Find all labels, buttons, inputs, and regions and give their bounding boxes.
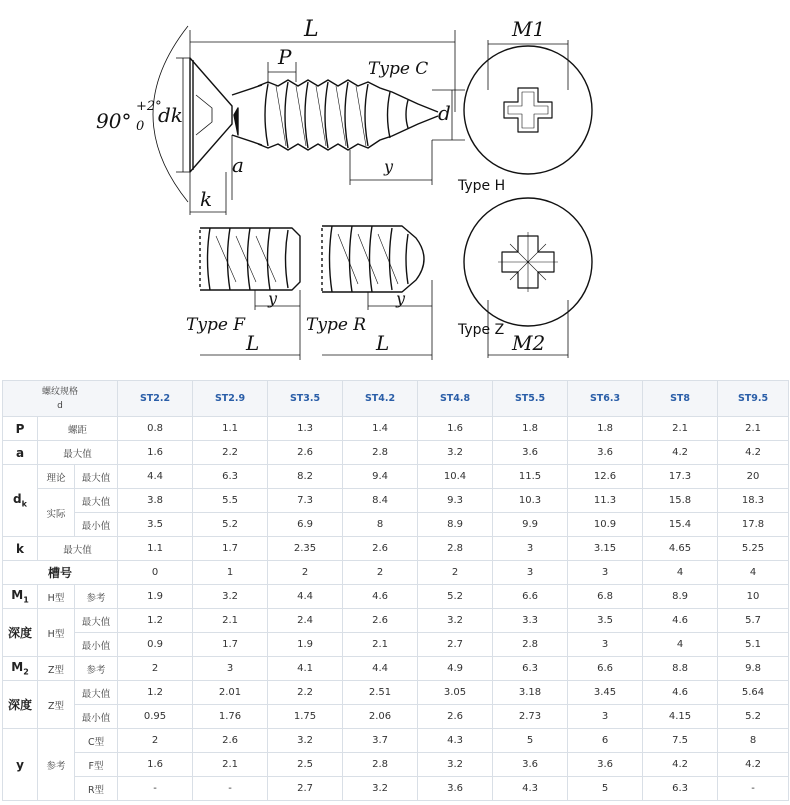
value-cell: 3.5 [568, 609, 643, 633]
label-type-z: Type Z [458, 322, 505, 338]
value-cell: 7.3 [268, 489, 343, 513]
label-cell: F型 [75, 753, 118, 777]
value-cell: 1.3 [268, 417, 343, 441]
value-cell: 8.2 [268, 465, 343, 489]
label-L3: L [376, 331, 390, 355]
param-cell: $d_k$ [3, 465, 38, 537]
label-a: a [232, 153, 244, 177]
table-row [3, 753, 789, 777]
value-cell: 4 [643, 633, 718, 657]
value-cell: 4.2 [718, 753, 789, 777]
value-cell: 5.64 [718, 681, 789, 705]
size-header: ST2.2 [118, 381, 193, 417]
label-P: P [278, 45, 292, 69]
value-cell: 10.3 [493, 489, 568, 513]
value-cell: 3.2 [193, 585, 268, 609]
value-cell: 4.9 [418, 657, 493, 681]
header-title: 螺纹规格 [42, 386, 79, 397]
value-cell: 3.6 [493, 441, 568, 465]
value-cell: 4.4 [343, 657, 418, 681]
value-cell: 3.18 [493, 681, 568, 705]
label-angle-plus: +2° [136, 99, 162, 114]
value-cell: 2 [118, 657, 193, 681]
value-cell: 10.4 [418, 465, 493, 489]
value-cell: 4.6 [643, 681, 718, 705]
label-angle-zero: 0 [136, 119, 145, 134]
param-cell: 槽号 [3, 561, 118, 585]
value-cell: 3.2 [343, 777, 418, 801]
value-cell: 6 [568, 729, 643, 753]
value-cell: 6.6 [493, 585, 568, 609]
label-y1: y [384, 157, 394, 176]
value-cell: 3.5 [118, 513, 193, 537]
table-row [3, 609, 789, 633]
value-cell: - [718, 777, 789, 801]
value-cell: 17.8 [718, 513, 789, 537]
value-cell: 1.8 [493, 417, 568, 441]
value-cell: 3.6 [568, 441, 643, 465]
sub-cell: H型 [38, 609, 75, 657]
table-row [3, 681, 789, 705]
value-cell: 2.35 [268, 537, 343, 561]
value-cell: 4.2 [643, 441, 718, 465]
value-cell: 2.8 [418, 537, 493, 561]
label-cell: 最大值 [75, 465, 118, 489]
value-cell: 3.2 [418, 609, 493, 633]
value-cell: 2.1 [643, 417, 718, 441]
label-cell: 最大值 [75, 609, 118, 633]
value-cell: 3 [193, 657, 268, 681]
value-cell: 1.76 [193, 705, 268, 729]
size-header: ST3.5 [268, 381, 343, 417]
value-cell: 9.9 [493, 513, 568, 537]
value-cell: 5.25 [718, 537, 789, 561]
value-cell: 4.2 [643, 753, 718, 777]
value-cell: 4.4 [118, 465, 193, 489]
value-cell: 2.6 [268, 441, 343, 465]
table-row [3, 513, 789, 537]
param-cell: $M_2$ [3, 657, 38, 681]
header-thread-spec-cell [3, 381, 118, 417]
table-row [3, 465, 789, 489]
value-cell: 2.5 [268, 753, 343, 777]
param-cell: a [3, 441, 38, 465]
value-cell: 8.9 [643, 585, 718, 609]
value-cell: 3 [493, 537, 568, 561]
label-cell: 最大值 [75, 489, 118, 513]
label-type-h: Type H [458, 178, 506, 194]
label-type-r: Type R [306, 315, 367, 335]
value-cell: 3.3 [493, 609, 568, 633]
value-cell: 6.9 [268, 513, 343, 537]
value-cell: 2.06 [343, 705, 418, 729]
value-cell: 2.1 [193, 753, 268, 777]
value-cell: 5.2 [718, 705, 789, 729]
size-header: ST4.8 [418, 381, 493, 417]
value-cell: 2 [343, 561, 418, 585]
value-cell: 3 [568, 633, 643, 657]
value-cell: 6.3 [493, 657, 568, 681]
value-cell: 15.8 [643, 489, 718, 513]
value-cell: 8.9 [418, 513, 493, 537]
size-header: ST4.2 [343, 381, 418, 417]
label-L: L [304, 17, 319, 42]
value-cell: 4.3 [418, 729, 493, 753]
value-cell: 20 [718, 465, 789, 489]
value-cell: 2.7 [418, 633, 493, 657]
value-cell: 1.9 [118, 585, 193, 609]
label-y2: y [268, 289, 278, 308]
value-cell: 2.6 [418, 705, 493, 729]
value-cell: 3.15 [568, 537, 643, 561]
label-cell: 最大值 [38, 441, 118, 465]
value-cell: 8.4 [343, 489, 418, 513]
value-cell: 3.8 [118, 489, 193, 513]
label-m1: M1 [512, 17, 546, 41]
sub-cell: 实际 [38, 489, 75, 537]
value-cell: 5.2 [418, 585, 493, 609]
label-cell: 最小值 [75, 705, 118, 729]
type-h-head-view [464, 40, 592, 174]
value-cell: 9.8 [718, 657, 789, 681]
table-row [3, 729, 789, 753]
label-type-c: Type C [368, 59, 429, 79]
value-cell: - [193, 777, 268, 801]
value-cell: 3.6 [493, 753, 568, 777]
value-cell: 8 [718, 729, 789, 753]
param-cell: y [3, 729, 38, 801]
value-cell: 1.7 [193, 633, 268, 657]
value-cell: 5.2 [193, 513, 268, 537]
size-header: ST9.5 [718, 381, 789, 417]
value-cell: 10 [718, 585, 789, 609]
value-cell: 3 [568, 705, 643, 729]
value-cell: 1.6 [118, 441, 193, 465]
value-cell: 2.2 [193, 441, 268, 465]
table-row [3, 441, 789, 465]
screw-technical-drawing [0, 0, 790, 380]
param-cell: P [3, 417, 38, 441]
value-cell: 9.3 [418, 489, 493, 513]
label-cell: R型 [75, 777, 118, 801]
value-cell: 3.6 [568, 753, 643, 777]
value-cell: 1.2 [118, 681, 193, 705]
label-m2: M2 [512, 331, 546, 355]
sub-cell: 参考 [38, 729, 75, 801]
value-cell: - [118, 777, 193, 801]
value-cell: 2 [118, 729, 193, 753]
label-cell: 最大值 [38, 537, 118, 561]
label-L2: L [246, 331, 260, 355]
value-cell: 4.2 [718, 441, 789, 465]
value-cell: 4 [643, 561, 718, 585]
value-cell: 5 [568, 777, 643, 801]
table-row [3, 657, 789, 681]
sub-cell: Z型 [38, 657, 75, 681]
value-cell: 2.8 [343, 753, 418, 777]
value-cell: 2.1 [193, 609, 268, 633]
value-cell: 4.15 [643, 705, 718, 729]
value-cell: 2 [268, 561, 343, 585]
value-cell: 5.7 [718, 609, 789, 633]
value-cell: 4.65 [643, 537, 718, 561]
value-cell: 5 [493, 729, 568, 753]
value-cell: 7.5 [643, 729, 718, 753]
value-cell: 2.7 [268, 777, 343, 801]
value-cell: 3.2 [268, 729, 343, 753]
label-d: d [438, 101, 451, 125]
size-header: ST5.5 [493, 381, 568, 417]
sub-cell: 理论 [38, 465, 75, 489]
label-type-f: Type F [186, 315, 246, 335]
value-cell: 1.1 [118, 537, 193, 561]
size-header: ST8 [643, 381, 718, 417]
value-cell: 1.2 [118, 609, 193, 633]
value-cell: 1.9 [268, 633, 343, 657]
value-cell: 11.5 [493, 465, 568, 489]
value-cell: 8.8 [643, 657, 718, 681]
value-cell: 9.4 [343, 465, 418, 489]
table-header-row [3, 381, 789, 417]
value-cell: 1.8 [568, 417, 643, 441]
label-k: k [200, 187, 213, 211]
param-cell: $M_1$ [3, 585, 38, 609]
value-cell: 0.8 [118, 417, 193, 441]
value-cell: 4.6 [343, 585, 418, 609]
value-cell: 2.01 [193, 681, 268, 705]
value-cell: 3.7 [343, 729, 418, 753]
value-cell: 2.8 [343, 441, 418, 465]
value-cell: 2.6 [193, 729, 268, 753]
value-cell: 2.73 [493, 705, 568, 729]
value-cell: 2.1 [718, 417, 789, 441]
value-cell: 3.2 [418, 753, 493, 777]
value-cell: 2 [418, 561, 493, 585]
value-cell: 0 [118, 561, 193, 585]
label-cell: C型 [75, 729, 118, 753]
value-cell: 1.4 [343, 417, 418, 441]
value-cell: 4 [718, 561, 789, 585]
param-cell: k [3, 537, 38, 561]
value-cell: 3 [493, 561, 568, 585]
value-cell: 2.6 [343, 537, 418, 561]
sub-cell: H型 [38, 585, 75, 609]
screw-head-outline [190, 58, 232, 172]
value-cell: 4.3 [493, 777, 568, 801]
value-cell: 1.7 [193, 537, 268, 561]
value-cell: 17.3 [643, 465, 718, 489]
value-cell: 0.9 [118, 633, 193, 657]
size-header: ST2.9 [193, 381, 268, 417]
label-cell: 螺距 [38, 417, 118, 441]
table-row [3, 537, 789, 561]
value-cell: 8 [343, 513, 418, 537]
value-cell: 2.4 [268, 609, 343, 633]
label-angle: 90° [96, 109, 132, 133]
value-cell: 6.8 [568, 585, 643, 609]
value-cell: 6.6 [568, 657, 643, 681]
value-cell: 6.3 [193, 465, 268, 489]
value-cell: 1 [193, 561, 268, 585]
value-cell: 18.3 [718, 489, 789, 513]
screw-c-thread [232, 80, 438, 150]
header-symbol: d [57, 400, 63, 411]
label-cell: 参考 [75, 657, 118, 681]
value-cell: 0.95 [118, 705, 193, 729]
table-row [3, 417, 789, 441]
table-row [3, 561, 789, 585]
value-cell: 12.6 [568, 465, 643, 489]
value-cell: 10.9 [568, 513, 643, 537]
value-cell: 4.4 [268, 585, 343, 609]
value-cell: 1.1 [193, 417, 268, 441]
param-cell: 深度 [3, 609, 38, 657]
value-cell: 4.6 [643, 609, 718, 633]
table-row [3, 777, 789, 801]
sub-cell: Z型 [38, 681, 75, 729]
value-cell: 5.1 [718, 633, 789, 657]
label-y3: y [396, 289, 406, 308]
value-cell: 1.75 [268, 705, 343, 729]
value-cell: 2.8 [493, 633, 568, 657]
table-row [3, 705, 789, 729]
value-cell: 3.2 [418, 441, 493, 465]
value-cell: 15.4 [643, 513, 718, 537]
value-cell: 2.2 [268, 681, 343, 705]
value-cell: 3.6 [418, 777, 493, 801]
table-row [3, 633, 789, 657]
value-cell: 2.1 [343, 633, 418, 657]
label-dk: dk [158, 103, 183, 127]
size-header: ST6.3 [568, 381, 643, 417]
value-cell: 3.45 [568, 681, 643, 705]
value-cell: 5.5 [193, 489, 268, 513]
table-row [3, 585, 789, 609]
specification-table [2, 380, 789, 801]
label-cell: 参考 [75, 585, 118, 609]
value-cell: 11.3 [568, 489, 643, 513]
value-cell: 6.3 [643, 777, 718, 801]
table-row [3, 489, 789, 513]
label-cell: 最小值 [75, 513, 118, 537]
value-cell: 3.05 [418, 681, 493, 705]
value-cell: 2.51 [343, 681, 418, 705]
value-cell: 1.6 [118, 753, 193, 777]
value-cell: 1.6 [418, 417, 493, 441]
label-cell: 最大值 [75, 681, 118, 705]
value-cell: 3 [568, 561, 643, 585]
value-cell: 2.6 [343, 609, 418, 633]
value-cell: 4.1 [268, 657, 343, 681]
param-cell: 深度 [3, 681, 38, 729]
label-cell: 最小值 [75, 633, 118, 657]
